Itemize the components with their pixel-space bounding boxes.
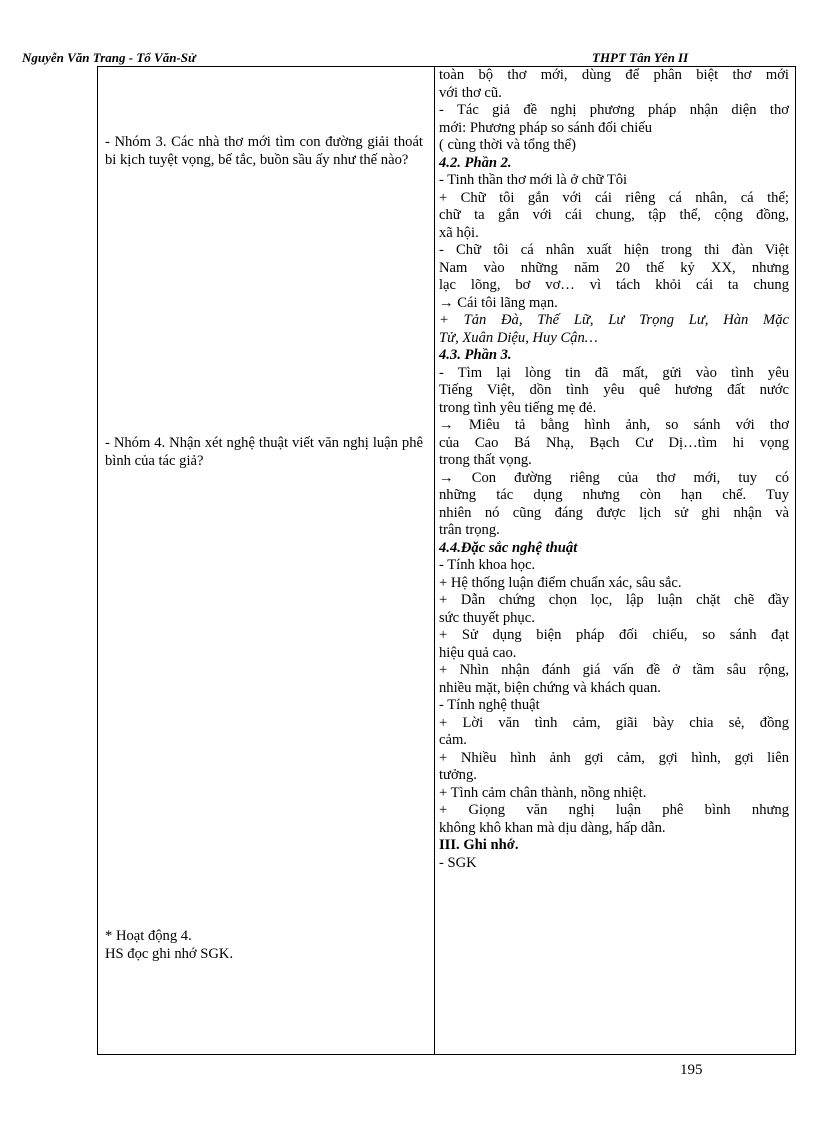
content-line: + Dẫn chứng chọn lọc, lập luận chặt chẽ đầy <box>439 592 789 608</box>
activity4-heading: * Hoạt động 4. <box>105 928 192 944</box>
content-line: - Tinh thần thơ mới là ở chữ Tôi <box>439 172 628 188</box>
content-line: - Tác giả đề nghị phương pháp nhận diện thơ <box>439 102 789 118</box>
content-line: Nam vào những năm 20 thế kỷ XX, nhưng <box>439 259 789 276</box>
content-line: + Nhiều hình ảnh gợi cảm, gợi hình, gợi liên <box>439 749 789 766</box>
content-line: không khô khan mà dịu dàng, hấp dẫn. <box>439 819 666 836</box>
page-number: 195 <box>680 1062 703 1078</box>
section-heading: III. Ghi nhớ. <box>439 837 519 853</box>
content-line: - Chữ tôi cá nhân xuất hiện trong thi đàn Việt <box>439 242 789 258</box>
header-school: THPT Tân Yên II <box>592 50 689 65</box>
content-line: xã hội. <box>439 224 479 241</box>
activity4-block <box>105 928 423 963</box>
content-line: trong thất vọng. <box>439 452 532 468</box>
content-line: → Con đường riêng của thơ mới, tuy có <box>439 469 789 486</box>
content-line: → Cái tôi lãng mạn. <box>439 294 558 311</box>
content-line: - Tính khoa học. <box>439 557 536 573</box>
content-line: + Tình cảm chân thành, nồng nhiệt. <box>439 784 647 801</box>
content-line: - Tìm lại lòng tin đã mất, gửi vào tình yêu <box>439 364 789 381</box>
right-content <box>439 67 789 872</box>
content-line: + Chữ tôi gắn với cái riêng cá nhân, cá thể; <box>439 189 789 206</box>
content-line: với thơ cũ. <box>439 84 502 101</box>
column-divider <box>434 67 435 1054</box>
content-line: lạc lõng, bơ vơ… vì tách khỏi cái ta chung <box>439 277 789 293</box>
content-line: - SGK <box>439 854 477 871</box>
content-line: nhiên nó cũng đáng được lịch sử ghi nhận và <box>439 504 789 521</box>
content-line: + Tản Đà, Thế Lữ, Lư Trọng Lư, Hàn Mặc <box>439 312 789 328</box>
lesson-table <box>97 66 796 1055</box>
section-heading: 4.2. Phần 2. <box>439 154 512 171</box>
content-line: mới: Phương pháp so sánh đối chiếu <box>439 119 653 136</box>
content-line: nhiều mặt, biện chứng và khách quan. <box>439 679 661 696</box>
group4-question <box>105 435 423 470</box>
content-line: + Lời văn tình cảm, giãi bày chia sẻ, đồng <box>439 714 789 731</box>
content-line: Tiếng Việt, dồn tình yêu quê hương đất nước <box>439 382 789 398</box>
content-line: → Miêu tả bằng hình ảnh, so sánh với thơ <box>439 417 789 433</box>
content-line: ( cùng thời và tổng thể) <box>439 137 577 153</box>
content-line: + Sử dụng biện pháp đối chiếu, so sánh đạt <box>439 627 789 643</box>
content-line: chữ ta gắn với cái chung, tập thể, cộng đồng, <box>439 207 789 223</box>
content-line: tưởng. <box>439 767 477 783</box>
content-line: cảm. <box>439 732 467 748</box>
group3-question <box>105 134 423 169</box>
read-note-text: HS đọc ghi nhớ SGK. <box>105 945 234 962</box>
content-line: những tác dụng nhưng còn hạn chế. Tuy <box>439 487 789 503</box>
content-line: của Cao Bá Nhạ, Bạch Cư Dị…tìm hi vọng <box>439 434 789 451</box>
group3-text: - Nhóm 3. Các nhà thơ mới tìm con đường giải thoát bi kịch tuyệt vọng, bế tắc, buồn sầu ấy như thế nào? <box>105 134 423 168</box>
content-line: - Tính nghệ thuật <box>439 697 540 713</box>
section-heading: 4.3. Phần 3. <box>439 347 512 363</box>
content-line: trong tình yêu tiếng mẹ đẻ. <box>439 399 597 416</box>
section-heading: 4.4.Đặc sắc nghệ thuật <box>439 539 578 556</box>
content-line: + Giọng văn nghị luận phê bình nhưng <box>439 802 789 818</box>
content-line: + Nhìn nhận đánh giá vấn đề ở tầm sâu rộng, <box>439 662 789 678</box>
content-line: hiệu quả cao. <box>439 644 517 661</box>
content-line: sức thuyết phục. <box>439 609 535 626</box>
group4-text: - Nhóm 4. Nhận xét nghệ thuật viết văn nghị luận phê bình của tác giả? <box>105 435 423 469</box>
content-line: Tử, Xuân Diệu, Huy Cận… <box>439 329 598 346</box>
content-line: toàn bộ thơ mới, dùng để phân biệt thơ mới <box>439 67 789 83</box>
content-line: trân trọng. <box>439 522 500 538</box>
content-line: + Hệ thống luận điểm chuẩn xác, sâu sắc. <box>439 574 682 591</box>
header-author: Nguyễn Văn Trang - Tổ Văn-Sử <box>22 50 196 65</box>
